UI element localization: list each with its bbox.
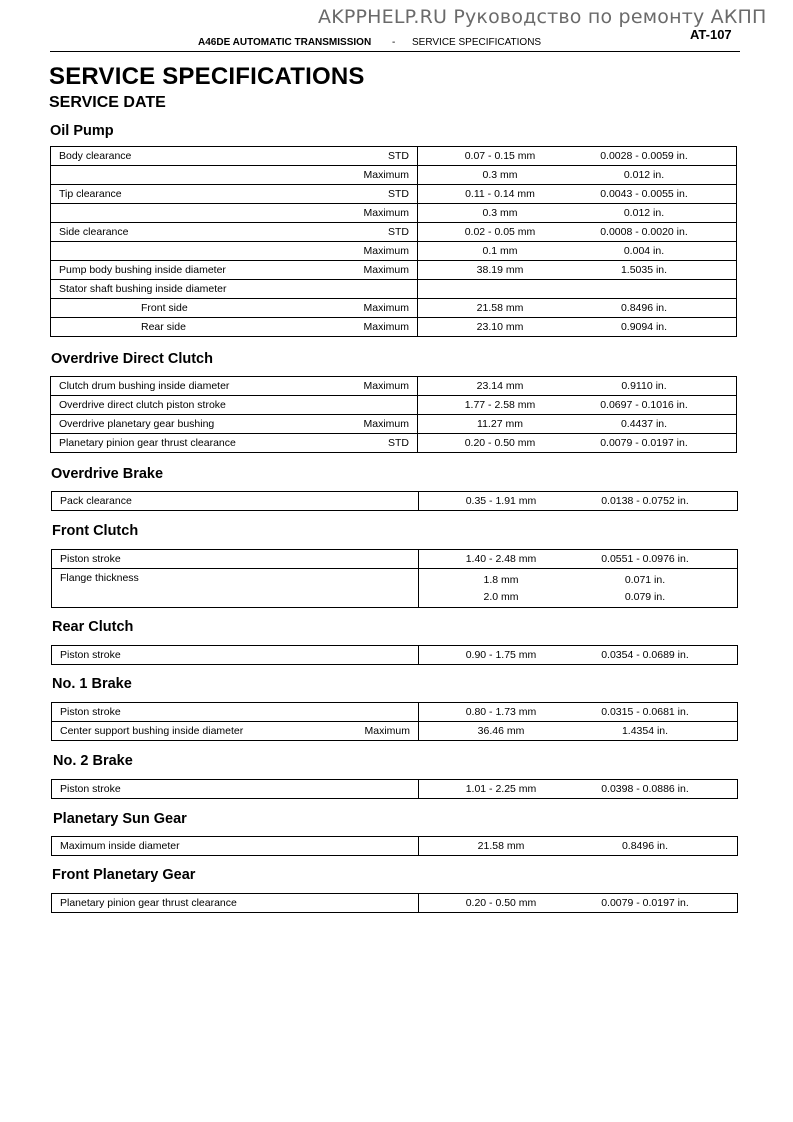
spec-value-cell (419, 550, 738, 569)
spec-item-cell (51, 261, 418, 280)
spec-value-mm: 23.14 mm (476, 379, 524, 392)
table-row (51, 242, 737, 261)
spec-value-mm: 0.02 - 0.05 mm (464, 225, 536, 238)
table-row (52, 703, 738, 722)
spec-value-cell (418, 318, 737, 337)
section-heading-overdrive-direct-clutch: Overdrive Direct Clutch (51, 351, 213, 367)
spec-value-in: 0.8496 in. (620, 301, 668, 314)
table-row (51, 415, 737, 434)
spec-value-mm: 36.46 mm (477, 724, 525, 737)
spec-value-in: 0.4437 in. (620, 417, 668, 430)
page-title: SERVICE SPECIFICATIONS (49, 63, 365, 90)
section-heading-no-2-brake: No. 2 Brake (53, 753, 133, 769)
spec-table-oil-pump (50, 146, 737, 337)
spec-value-in: 0.0551 - 0.0976 in. (601, 552, 689, 565)
spec-value-cell (418, 223, 737, 242)
spec-value-cell (418, 280, 737, 299)
spec-item-cell (52, 780, 419, 799)
spec-value-cell (419, 780, 738, 799)
section-heading-rear-clutch: Rear Clutch (52, 619, 134, 635)
spec-qualifier: STD (388, 150, 409, 162)
spec-item-cell (52, 837, 419, 856)
spec-item-cell (51, 204, 418, 223)
spec-item-label: Center support bushing inside diameter (60, 725, 244, 737)
table-row (52, 646, 738, 665)
table-row (51, 185, 737, 204)
table-row (51, 204, 737, 223)
spec-value-in: 0.004 in. (623, 244, 665, 257)
spec-value-in: 1.4354 in. (621, 724, 669, 737)
spec-value-cell (419, 837, 738, 856)
page-subtitle: SERVICE DATE (49, 94, 166, 111)
spec-item-cell (51, 223, 418, 242)
spec-item-label: Front side (141, 302, 188, 314)
spec-qualifier: STD (388, 188, 409, 200)
spec-value-mm: 0.80 - 1.73 mm (465, 705, 537, 718)
table-row (51, 280, 737, 299)
spec-value-mm: 0.11 - 0.14 mm (465, 187, 535, 200)
spec-item-cell (52, 703, 419, 722)
spec-item-cell (52, 569, 419, 608)
spec-value-cell (419, 569, 738, 608)
spec-table-front-planetary-gear (51, 893, 738, 913)
spec-qualifier: STD (388, 437, 409, 449)
spec-item-cell (52, 722, 419, 741)
spec-item-label: Flange thickness (60, 572, 139, 584)
spec-value-cell (418, 261, 737, 280)
spec-item-cell (51, 242, 418, 261)
spec-value-mm: 23.10 mm (476, 320, 524, 333)
spec-qualifier: Maximum (363, 169, 409, 181)
spec-value-in: 0.071 in. (624, 574, 666, 586)
spec-value-in: 0.012 in. (623, 168, 665, 181)
spec-item-label: Piston stroke (60, 706, 121, 718)
running-header (50, 37, 740, 52)
spec-value-mm: 0.3 mm (482, 168, 518, 181)
spec-item-label: Piston stroke (60, 783, 121, 795)
spec-qualifier: Maximum (363, 264, 409, 276)
section-heading-overdrive-brake: Overdrive Brake (51, 466, 164, 482)
spec-item-cell (51, 396, 418, 415)
spec-value-in: 0.0008 - 0.0020 in. (600, 225, 688, 238)
spec-item-cell (51, 377, 418, 396)
spec-value-in: 0.079 in. (624, 591, 666, 603)
table-row (52, 837, 738, 856)
spec-item-cell (51, 434, 418, 453)
spec-item-label: Pump body bushing inside diameter (59, 264, 226, 276)
spec-item-cell (51, 166, 418, 185)
spec-value-mm: 1.77 - 2.58 mm (464, 398, 536, 411)
spec-value-cell (418, 377, 737, 396)
spec-value-mm: 1.8 mm (483, 574, 519, 586)
section-heading-front-planetary-gear: Front Planetary Gear (52, 867, 196, 883)
spec-table-no-1-brake (51, 702, 738, 741)
spec-value-in: 0.9094 in. (620, 320, 668, 333)
table-row (52, 780, 738, 799)
spec-value-in: 0.0028 - 0.0059 in. (600, 149, 688, 162)
spec-value-cell (419, 703, 738, 722)
spec-qualifier: Maximum (363, 321, 409, 333)
spec-table-front-clutch (51, 549, 738, 608)
spec-value-cell (418, 299, 737, 318)
spec-qualifier: STD (388, 226, 409, 238)
spec-item-label: Stator shaft bushing inside diameter (59, 283, 227, 295)
spec-item-cell (52, 550, 419, 569)
spec-item-label: Piston stroke (60, 553, 121, 565)
spec-value-cell (418, 415, 737, 434)
spec-item-label: Clutch drum bushing inside diameter (59, 380, 230, 392)
spec-value-mm: 0.20 - 0.50 mm (464, 436, 536, 449)
spec-value-in: 1.5035 in. (620, 263, 668, 276)
spec-value-mm: 21.58 mm (477, 839, 525, 852)
spec-item-cell (51, 280, 418, 299)
section-heading-planetary-sun-gear: Planetary Sun Gear (53, 811, 187, 827)
section-heading-oil-pump: Oil Pump (50, 123, 114, 139)
table-row (52, 550, 738, 569)
table-row (51, 223, 737, 242)
table-row (52, 722, 738, 741)
spec-qualifier: Maximum (364, 725, 410, 737)
spec-item-label: Overdrive direct clutch piston stroke (59, 399, 226, 411)
spec-value-cell (418, 147, 737, 166)
spec-value-in: 0.0315 - 0.0681 in. (601, 705, 689, 718)
spec-value-mm: 1.40 - 2.48 mm (465, 552, 537, 565)
page-number: AT-107 (690, 27, 732, 42)
spec-item-label: Maximum inside diameter (60, 840, 180, 852)
spec-value-in: 0.0079 - 0.0197 in. (601, 896, 689, 909)
spec-value-in: 0.012 in. (623, 206, 665, 219)
spec-item-cell (51, 318, 418, 337)
spec-item-cell (52, 894, 419, 913)
spec-table-planetary-sun-gear (51, 836, 738, 856)
spec-value-mm: 0.35 - 1.91 mm (465, 494, 537, 507)
spec-value-mm: 0.1 mm (482, 244, 518, 257)
spec-value-mm: 1.01 - 2.25 mm (465, 782, 537, 795)
spec-item-label: Side clearance (59, 226, 129, 238)
spec-value-cell (419, 646, 738, 665)
spec-item-label: Pack clearance (60, 495, 132, 507)
spec-value-mm: 0.20 - 0.50 mm (465, 896, 537, 909)
spec-value-cell (418, 396, 737, 415)
watermark-text: AKPPHELP.RU Руководство по ремонту АКПП (318, 6, 767, 28)
spec-value-cell (418, 242, 737, 261)
spec-value-in: 0.0354 - 0.0689 in. (601, 648, 689, 661)
spec-value-cell (418, 434, 737, 453)
table-row (51, 147, 737, 166)
spec-item-label: Piston stroke (60, 649, 121, 661)
spec-value-mm: 11.27 mm (477, 417, 523, 430)
header-manual-title: A46DE AUTOMATIC TRANSMISSION (198, 37, 372, 48)
spec-item-label: Planetary pinion gear thrust clearance (60, 897, 237, 909)
table-row (51, 299, 737, 318)
spec-item-label: Tip clearance (59, 188, 122, 200)
spec-item-cell (51, 299, 418, 318)
spec-qualifier: Maximum (363, 380, 409, 392)
spec-value-mm: 38.19 mm (476, 263, 524, 276)
spec-value-mm: 21.58 mm (476, 301, 524, 314)
section-heading-front-clutch: Front Clutch (52, 523, 139, 539)
spec-value-in: 0.0398 - 0.0886 in. (601, 782, 689, 795)
table-row (52, 492, 738, 511)
table-row (52, 569, 738, 608)
spec-item-label: Overdrive planetary gear bushing (59, 418, 215, 430)
spec-value-cell (418, 185, 737, 204)
spec-value-in: 0.0079 - 0.0197 in. (600, 436, 688, 449)
spec-value-mm: 0.3 mm (482, 206, 518, 219)
spec-value-mm: 0.90 - 1.75 mm (465, 648, 537, 661)
spec-value-cell (419, 722, 738, 741)
table-row (51, 261, 737, 280)
spec-item-label: Rear side (141, 321, 186, 333)
table-row (52, 894, 738, 913)
spec-table-overdrive-brake (51, 491, 738, 511)
spec-value-cell (419, 894, 738, 913)
spec-item-cell (51, 185, 418, 204)
spec-value-cell (418, 166, 737, 185)
spec-value-mm: 0.07 - 0.15 mm (464, 149, 536, 162)
spec-item-label: Planetary pinion gear thrust clearance (59, 437, 236, 449)
spec-value-mm: 2.0 mm (483, 591, 519, 603)
spec-value-in: 0.0043 - 0.0055 in. (600, 187, 688, 200)
header-separator: - (392, 37, 396, 48)
table-row (51, 377, 737, 396)
spec-item-cell (51, 147, 418, 166)
header-section-title: SERVICE SPECIFICATIONS (412, 37, 542, 48)
spec-table-no-2-brake (51, 779, 738, 799)
section-heading-no-1-brake: No. 1 Brake (52, 676, 132, 692)
spec-item-cell (52, 492, 419, 511)
spec-table-overdrive-direct-clutch (50, 376, 737, 453)
spec-value-in: 0.0138 - 0.0752 in. (601, 494, 689, 507)
table-row (51, 396, 737, 415)
spec-item-cell (52, 646, 419, 665)
spec-value-cell (418, 204, 737, 223)
spec-qualifier: Maximum (363, 418, 409, 430)
spec-qualifier: Maximum (363, 207, 409, 219)
spec-value-in: 0.0697 - 0.1016 in. (600, 398, 688, 411)
spec-item-cell (51, 415, 418, 434)
spec-table-rear-clutch (51, 645, 738, 665)
table-row (51, 318, 737, 337)
spec-value-in: 0.9110 in. (621, 379, 667, 392)
spec-value-in: 0.8496 in. (621, 839, 669, 852)
spec-value-cell (419, 492, 738, 511)
spec-qualifier: Maximum (363, 302, 409, 314)
table-row (51, 434, 737, 453)
table-row (51, 166, 737, 185)
spec-qualifier: Maximum (363, 245, 409, 257)
spec-item-label: Body clearance (59, 150, 132, 162)
